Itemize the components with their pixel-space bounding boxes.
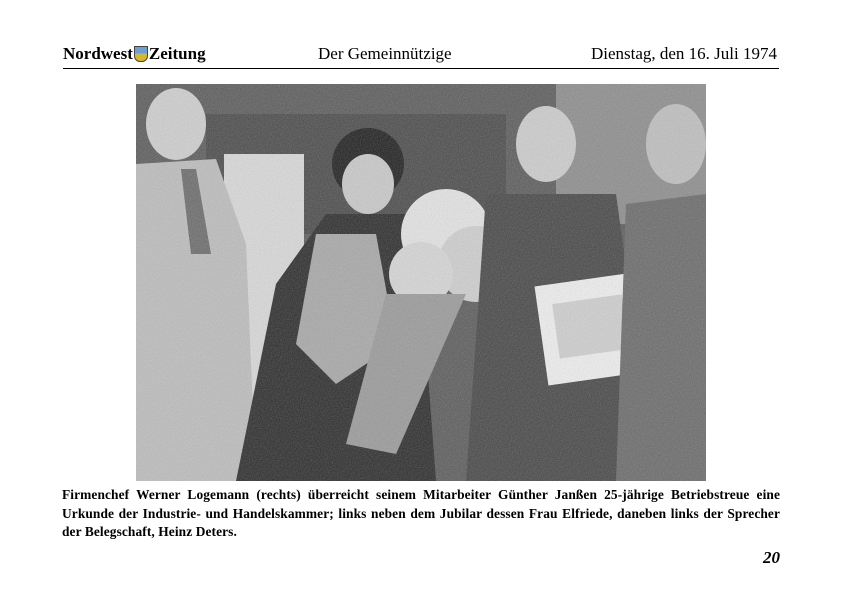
page-number: 20 bbox=[763, 548, 780, 567]
masthead bbox=[63, 42, 779, 69]
press-photo bbox=[136, 84, 706, 481]
photo-caption: Firmenchef Werner Logemann (rechts) überreicht seinem Mitarbeiter Günther Janßen 25-jährige Betriebstreue eine Urkunde der Industrie- und Handelskammer; links neben dem Jubilar dessen Frau Elfriede, daneben links der Sprecher der Belegschaft, Heinz Deters. bbox=[62, 487, 780, 539]
section-title: Der Gemeinnützige bbox=[318, 44, 452, 63]
newspaper-name bbox=[63, 44, 206, 64]
newspaper-name-part2: Zeitung bbox=[148, 44, 206, 63]
issue-date: Dienstag, den 16. Juli 1974 bbox=[590, 44, 777, 63]
newspaper-name-part1: Nordwest bbox=[63, 44, 133, 63]
coat-of-arms-icon bbox=[134, 46, 148, 62]
photo-illustration bbox=[136, 84, 706, 481]
